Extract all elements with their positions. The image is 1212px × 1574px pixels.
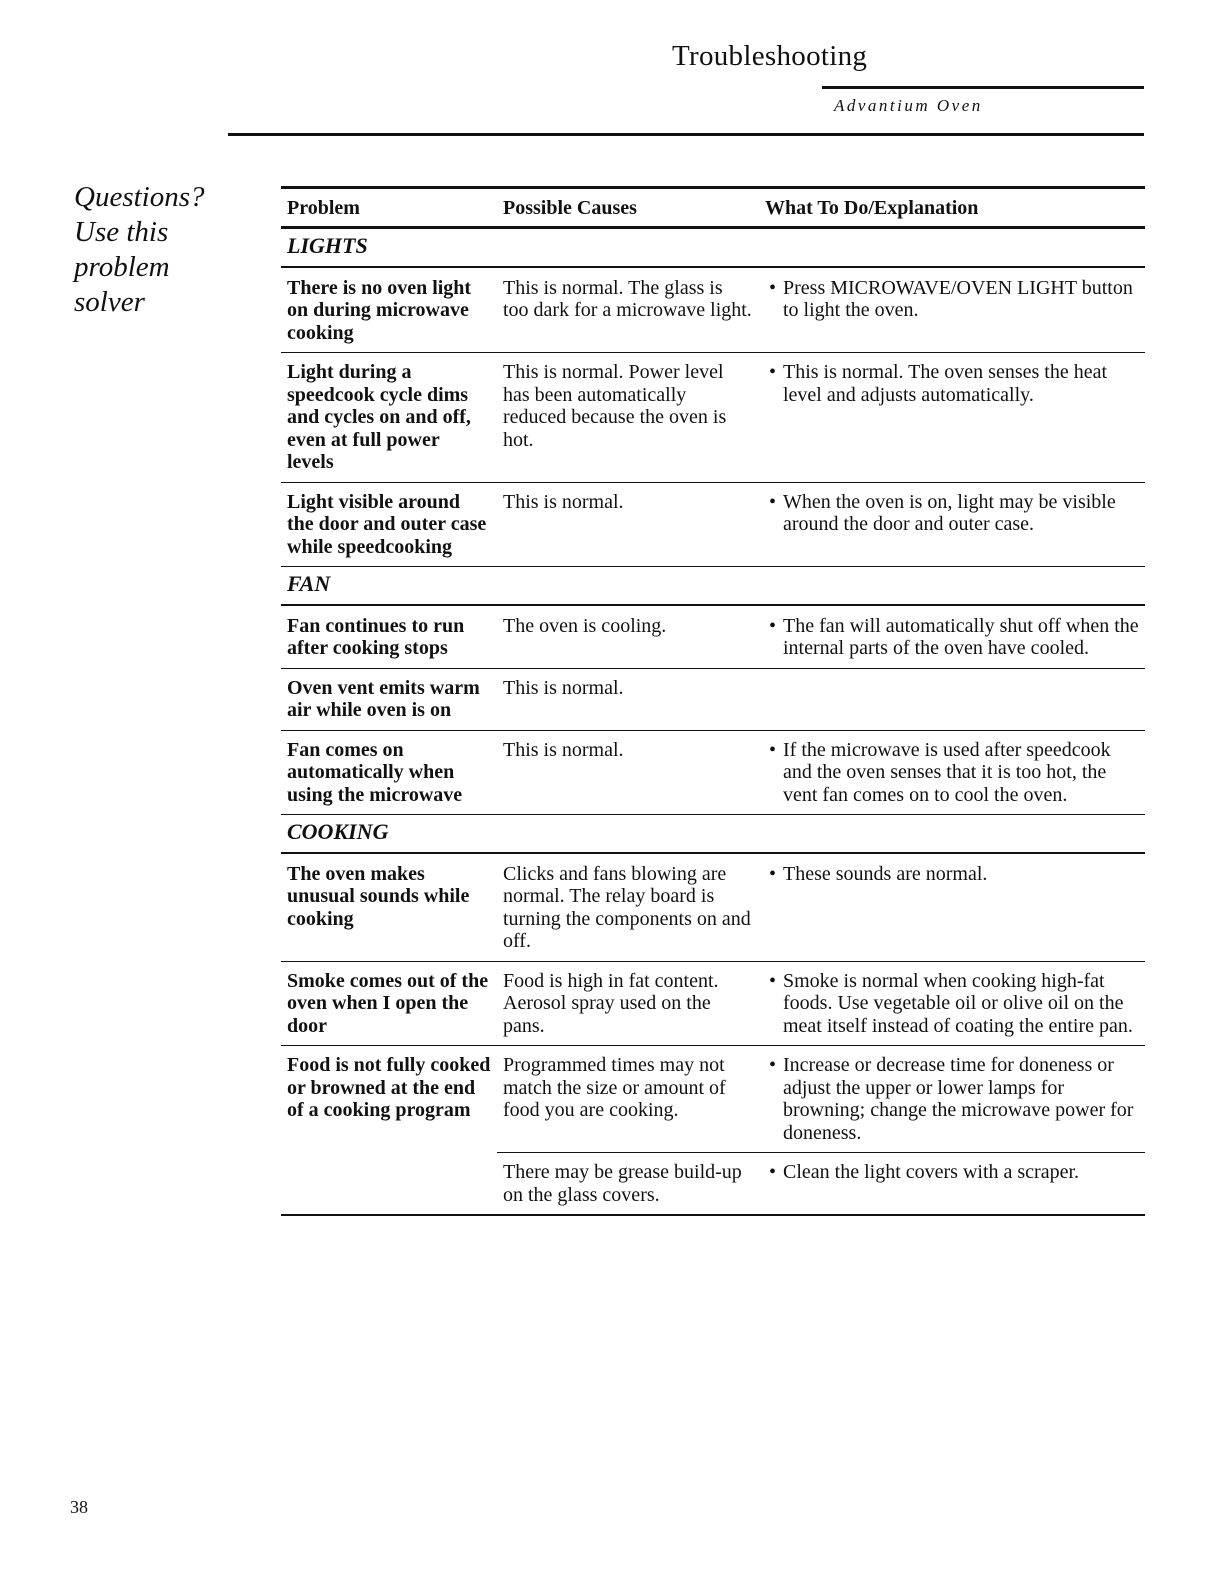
bullet-icon: • bbox=[769, 969, 777, 992]
problem-cell: Light during a speedcook cycle dims and cycles on and off, even at full power levels bbox=[281, 353, 497, 483]
cause-cell: Food is high in fat content. Aerosol spray used on the pans. bbox=[497, 961, 759, 1046]
bullet-icon: • bbox=[769, 614, 777, 637]
cause-cell: This is normal. Power level has been automatically reduced because the oven is hot. bbox=[497, 353, 759, 483]
problem-cell: There is no oven light on during microwave cooking bbox=[281, 267, 497, 353]
solution-text: Press MICROWAVE/OVEN LIGHT button to light the oven. bbox=[783, 276, 1133, 321]
cause-cell: This is normal. bbox=[497, 730, 759, 815]
solution-cell bbox=[759, 482, 1145, 567]
column-header-explanation: What To Do/Explanation bbox=[759, 188, 1145, 228]
solution-text: Smoke is normal when cooking high-fat foods. Use vegetable oil or olive oil on the meat itself instead of coating the entire pan. bbox=[783, 969, 1133, 1037]
solution-cell bbox=[759, 1153, 1145, 1216]
table-row bbox=[281, 853, 1145, 962]
solution-text: The fan will automatically shut off when the internal parts of the oven have cooled. bbox=[783, 614, 1139, 659]
solution-cell bbox=[759, 730, 1145, 815]
bullet-icon: • bbox=[769, 276, 777, 299]
title-divider bbox=[822, 86, 1144, 89]
bullet-icon: • bbox=[769, 862, 777, 885]
sidebar-note bbox=[74, 180, 224, 320]
cause-cell: This is normal. bbox=[497, 482, 759, 567]
cause-cell: Clicks and fans blowing are normal. The relay board is turning the components on and off. bbox=[497, 853, 759, 962]
solution-text: Increase or decrease time for doneness or adjust the upper or lower lamps for browning; change the microwave power for doneness. bbox=[783, 1054, 1134, 1144]
solution-cell bbox=[759, 961, 1145, 1046]
page-title: Troubleshooting bbox=[672, 40, 868, 72]
bullet-icon: • bbox=[769, 490, 777, 513]
problem-cell: Smoke comes out of the oven when I open the door bbox=[281, 961, 497, 1046]
section-title: FAN bbox=[281, 567, 1145, 605]
solution-cell bbox=[759, 1046, 1145, 1153]
cause-cell: Programmed times may not match the size or amount of food you are cooking. bbox=[497, 1046, 759, 1153]
table-row bbox=[281, 1153, 1145, 1216]
solution-cell bbox=[759, 605, 1145, 669]
table-row bbox=[281, 267, 1145, 353]
table-row bbox=[281, 482, 1145, 567]
table-row bbox=[281, 730, 1145, 815]
solution-text: This is normal. The oven senses the heat level and adjusts automatically. bbox=[783, 361, 1108, 406]
table-row bbox=[281, 353, 1145, 483]
section-title: LIGHTS bbox=[281, 228, 1145, 267]
table-row bbox=[281, 605, 1145, 669]
section-header-fan bbox=[281, 567, 1145, 605]
problem-cell: Light visible around the door and outer case while speedcooking bbox=[281, 482, 497, 567]
page-subtitle: Advantium Oven bbox=[834, 96, 983, 115]
bullet-icon: • bbox=[769, 361, 777, 383]
column-header-problem: Problem bbox=[281, 188, 497, 228]
bullet-icon: • bbox=[769, 738, 777, 761]
solution-text: If the microwave is used after speedcook and the oven senses that it is too hot, the vent fan comes on to cool the oven. bbox=[783, 738, 1111, 806]
sidebar-line-solver: solver bbox=[74, 286, 145, 318]
table-header-row bbox=[281, 188, 1145, 228]
header-divider bbox=[228, 133, 1144, 136]
problem-cell: Oven vent emits warm air while oven is on bbox=[281, 668, 497, 730]
solution-cell bbox=[759, 267, 1145, 353]
column-header-causes: Possible Causes bbox=[497, 188, 759, 228]
section-header-lights bbox=[281, 228, 1145, 267]
problem-cell: Food is not fully cooked or browned at the end of a cooking program bbox=[287, 1054, 491, 1121]
bullet-icon: • bbox=[769, 1161, 777, 1183]
table-row bbox=[281, 668, 1145, 730]
section-title: COOKING bbox=[281, 815, 1145, 853]
cause-cell: The oven is cooling. bbox=[497, 605, 759, 669]
page-number: 38 bbox=[70, 1497, 88, 1517]
solution-text: These sounds are normal. bbox=[783, 862, 988, 885]
sidebar-line-problem: problem bbox=[74, 251, 170, 283]
problem-cell: Fan continues to run after cooking stops bbox=[281, 605, 497, 669]
cause-cell: This is normal. The glass is too dark for a microwave light. bbox=[497, 267, 759, 353]
solution-cell bbox=[759, 668, 1145, 730]
solution-text: Clean the light covers with a scraper. bbox=[783, 1161, 1080, 1183]
bullet-icon: • bbox=[769, 1054, 777, 1076]
problem-cell bbox=[281, 1153, 497, 1216]
problem-cell: The oven makes unusual sounds while cooking bbox=[281, 853, 497, 962]
solution-cell bbox=[759, 853, 1145, 962]
cause-cell: This is normal. bbox=[497, 668, 759, 730]
table-row bbox=[281, 961, 1145, 1046]
section-header-cooking bbox=[281, 815, 1145, 853]
sidebar-line-questions: Questions? bbox=[74, 181, 205, 213]
cause-cell: There may be grease build-up on the glass covers. bbox=[497, 1153, 759, 1216]
sidebar-line-use-this: Use this bbox=[74, 216, 169, 248]
solution-text: When the oven is on, light may be visible around the door and outer case. bbox=[783, 490, 1116, 535]
table-row bbox=[281, 1046, 1145, 1153]
troubleshooting-table bbox=[281, 186, 1145, 1216]
problem-cell: Fan comes on automatically when using the microwave bbox=[281, 730, 497, 815]
solution-cell bbox=[759, 353, 1145, 483]
